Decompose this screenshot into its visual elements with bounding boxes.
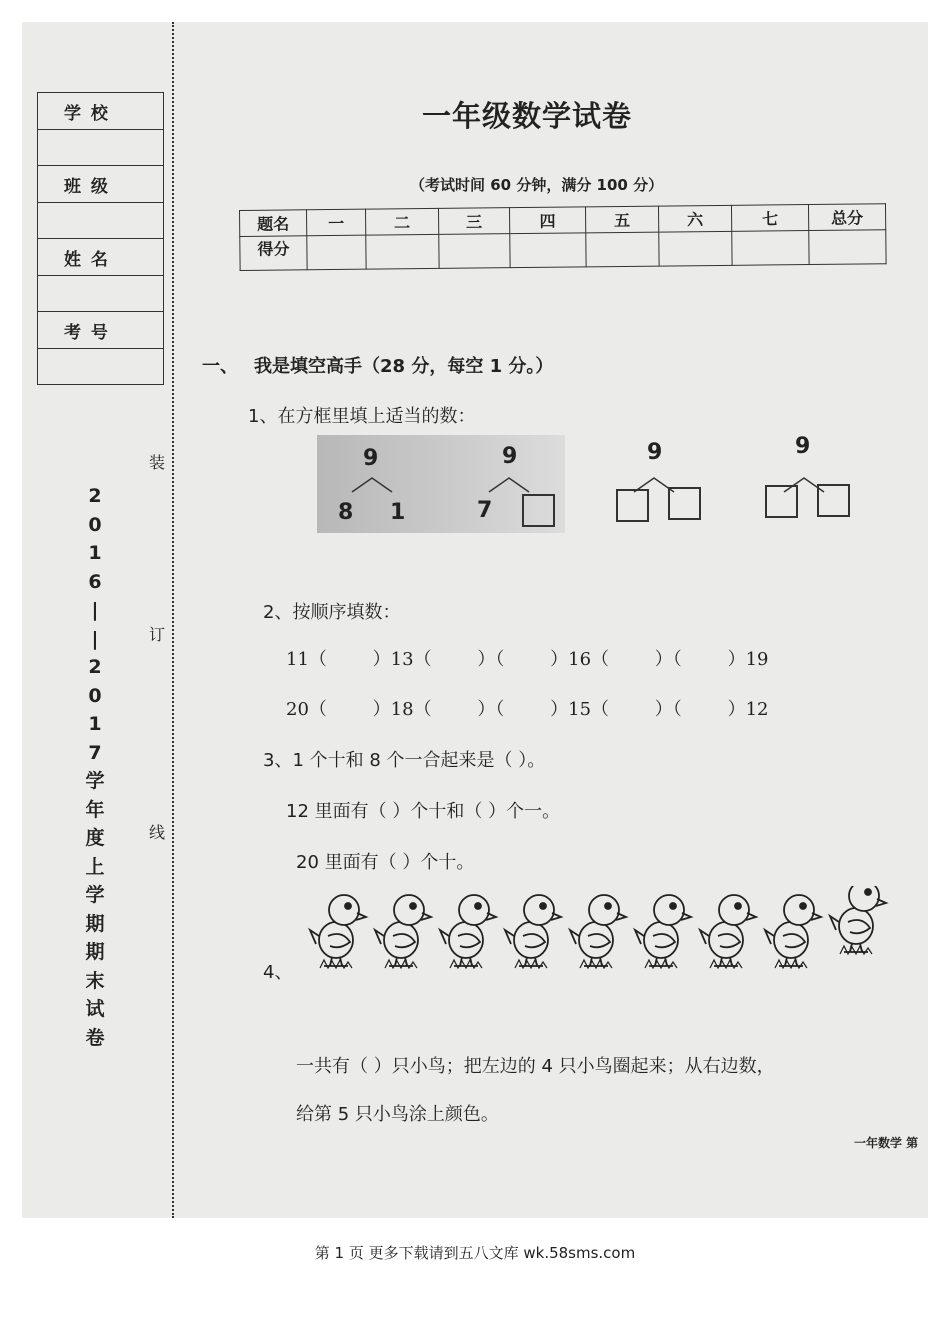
binding-char-xian: 线 (149, 823, 166, 842)
q1-label: 1、在方框里填上适当的数： (248, 406, 476, 427)
bond-left-number: 8 (338, 500, 354, 525)
score-header: 二 (365, 208, 438, 235)
answer-box[interactable] (668, 487, 701, 520)
exam-title: 一年级数学试卷 (422, 99, 633, 133)
page-footer: 第 1 页 更多下载请到五八文库 wk.58sms.com (314, 1244, 636, 1262)
score-cell[interactable] (659, 231, 732, 266)
bird-icon (765, 895, 821, 968)
info-field-exam-number (38, 349, 163, 384)
answer-box[interactable] (522, 494, 555, 527)
vertical-char: 年 (85, 798, 105, 821)
score-header: 总分 (808, 204, 885, 231)
info-field-name (38, 276, 163, 312)
q4-line-2: 给第 5 只小鸟涂上颜色。 (296, 1104, 499, 1125)
exam-paper (22, 22, 928, 1218)
vertical-char: 卷 (85, 1026, 105, 1049)
score-header: 四 (509, 207, 585, 234)
info-label-exam-number: 考 号 (38, 312, 163, 349)
bird-icon (635, 895, 691, 968)
score-cell[interactable] (439, 234, 510, 269)
score-header: 七 (731, 205, 808, 232)
score-cell[interactable] (586, 232, 659, 267)
q3-line-1: 3、1 个十和 8 个一合起来是（ ）。 (263, 750, 546, 771)
score-cell[interactable] (307, 235, 366, 270)
q3-line-2: 12 里面有（ ）个十和（ ）个一。 (286, 801, 561, 822)
q4-label: 4、 (263, 962, 293, 983)
q2-sequence-row-2: 20（ ）18（ ）（ ）15（ ）（ ）12 (286, 699, 769, 720)
bond-top-number: 9 (795, 434, 811, 459)
score-table (239, 203, 887, 271)
student-info-box (37, 92, 164, 385)
answer-box[interactable] (765, 485, 798, 518)
section-title: 我是填空高手（28 分，每空 1 分。） (254, 356, 554, 377)
page-footer-right: 一年数学 第 (854, 1136, 919, 1150)
binding-char-zhuang: 装 (149, 453, 166, 472)
score-row-label: 得分 (240, 236, 307, 271)
vertical-char: 1 (88, 713, 102, 735)
vertical-char: 学 (85, 770, 105, 792)
score-cell[interactable] (510, 233, 586, 268)
bond-left-number: 7 (477, 498, 493, 523)
score-cell[interactable] (732, 231, 809, 266)
bond-top-number: 9 (363, 446, 379, 471)
vertical-school-year (82, 482, 108, 1052)
score-header: 六 (658, 205, 731, 232)
answer-box[interactable] (616, 489, 649, 522)
bond-right-number: 1 (390, 500, 406, 525)
birds-illustration (304, 886, 904, 978)
bond-top-number: 9 (647, 440, 663, 465)
info-label-class: 班 级 (38, 166, 163, 203)
bird-icon (830, 886, 886, 954)
vertical-char: 7 (88, 741, 102, 764)
info-field-school (38, 130, 163, 166)
vertical-char: 度 (85, 827, 105, 849)
vertical-char: | (91, 599, 99, 621)
score-header: 五 (585, 206, 658, 233)
vertical-char: 2 (88, 485, 102, 507)
section-number: 一、 (202, 356, 238, 377)
binding-char-ding: 订 (149, 625, 166, 644)
q4-line-1: 一共有（ ）只小鸟；把左边的 4 只小鸟圈起来；从右边数， (296, 1056, 775, 1077)
vertical-char: 上 (85, 855, 105, 878)
q2-sequence-row-1: 11（ ）13（ ）（ ）16（ ）（ ）19 (286, 649, 769, 670)
bird-icon (700, 895, 756, 968)
vertical-char: 试 (85, 998, 105, 1020)
bird-icon (310, 895, 366, 968)
bird-icon (375, 895, 431, 968)
q2-label: 2、按顺序填数： (263, 602, 401, 623)
vertical-char: 期 (85, 912, 105, 935)
score-header: 三 (438, 208, 509, 235)
score-header: 一 (307, 209, 366, 236)
binding-line (172, 22, 174, 1218)
vertical-char: 学 (85, 884, 105, 906)
vertical-char: 2 (88, 656, 102, 678)
info-label-name: 姓 名 (38, 239, 163, 276)
info-label-school: 学 校 (38, 93, 163, 130)
vertical-char: 末 (85, 969, 105, 992)
exam-subtitle: （考试时间 60 分钟，满分 100 分） (410, 176, 664, 194)
vertical-char: 0 (88, 684, 102, 707)
q3-line-3: 20 里面有（ ）个十。 (296, 852, 475, 873)
bond-top-number: 9 (502, 444, 518, 469)
bird-icon (505, 895, 561, 968)
info-field-class (38, 203, 163, 239)
vertical-char: 6 (88, 570, 102, 593)
answer-box[interactable] (817, 484, 850, 517)
vertical-char: | (91, 627, 99, 650)
score-cell[interactable] (809, 230, 886, 265)
score-header: 题名 (240, 210, 307, 237)
vertical-char: 1 (88, 542, 102, 564)
vertical-char: 0 (88, 513, 102, 536)
vertical-char: 期 (85, 941, 105, 963)
score-cell[interactable] (366, 234, 439, 269)
bird-icon (570, 895, 626, 968)
bird-icon (440, 895, 496, 968)
